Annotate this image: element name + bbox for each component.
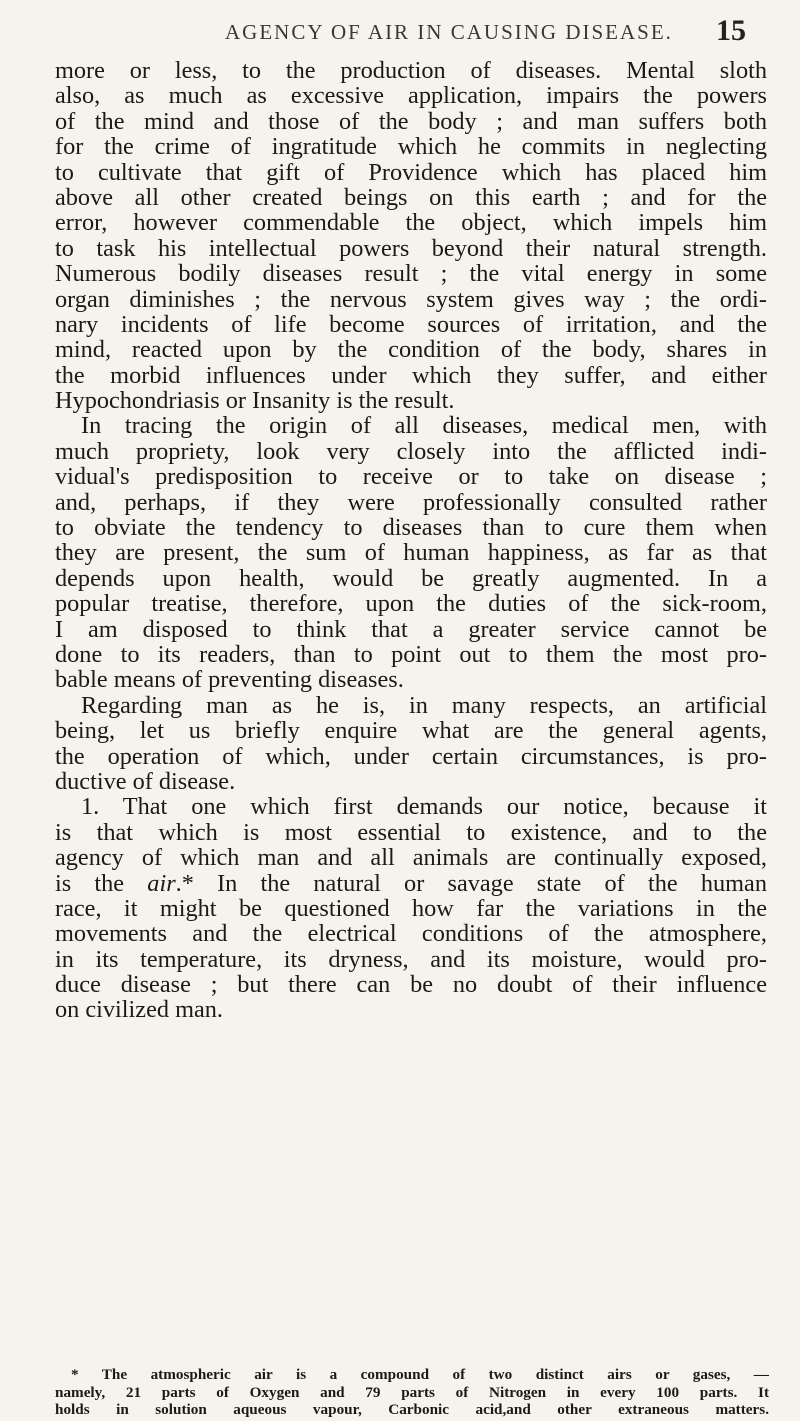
text-line: race, it might be questioned how far the variations in the xyxy=(55,895,767,922)
text-line: depends upon health, would be greatly augmented. In a xyxy=(55,565,767,592)
page-number: 15 xyxy=(716,14,746,47)
text-line: of the mind and those of the body ; and man suffers both xyxy=(55,108,767,135)
footnote-line: namely, 21 parts of Oxygen and 79 parts of Nitrogen in every 100 parts. It xyxy=(55,1383,769,1401)
text-line: the operation of which, under certain circumstances, is pro- xyxy=(55,743,767,769)
text-line: In tracing the origin of all diseases, medical men, with xyxy=(81,413,767,439)
footnote-line: holds in solution aqueous vapour, Carbonic acid,and other extraneous matters. xyxy=(55,1401,769,1418)
text-line: above all other created beings on this earth ; and for the xyxy=(55,184,767,211)
text-line: to cultivate that gift of Providence which has placed him xyxy=(55,159,767,185)
text-line: done to its readers, than to point out to them the most pro- xyxy=(55,641,767,668)
text-line: on civilized man. xyxy=(55,997,224,1023)
running-title: AGENCY OF AIR IN CAUSING DISEASE. xyxy=(225,20,673,44)
text-line: agency of which man and all animals are continually exposed, xyxy=(55,845,767,871)
text-line: to obviate the tendency to diseases than to cure them when xyxy=(55,515,767,541)
footnote xyxy=(55,1366,769,1419)
text-line: Hypochondriasis or Insanity is the result. xyxy=(55,388,455,414)
text-line: Numerous bodily diseases result ; the vital energy in some xyxy=(55,261,767,287)
text-line: ductive of disease. xyxy=(55,768,236,795)
text-line: bable means of preventing diseases. xyxy=(55,667,404,693)
text-line: mind, reacted upon by the condition of the body, shares in xyxy=(55,337,767,363)
footnote-line: * The atmospheric air is a compound of two distinct airs or gases, — xyxy=(71,1366,769,1383)
text-line: organ diminishes ; the nervous system gives way ; the ordi- xyxy=(55,286,767,312)
text-line: is the air.* In the natural or savage state of the human xyxy=(55,870,767,896)
text-line: nary incidents of life become sources of irritation, and the xyxy=(55,311,767,338)
text-line: movements and the electrical conditions of the atmosphere, xyxy=(55,921,767,947)
text-line: in its temperature, its dryness, and its moisture, would pro- xyxy=(55,946,767,973)
text-line: popular treatise, therefore, upon the duties of the sick-room, xyxy=(55,591,767,617)
text-line: 1. That one which first demands our notice, because it xyxy=(81,794,767,820)
text-line: the morbid influences under which they suffer, and either xyxy=(55,362,767,389)
text-line: vidual's predisposition to receive or to take on disease ; xyxy=(55,464,767,490)
text-line: also, as much as excessive application, impairs the powers xyxy=(55,83,767,109)
text-line: duce disease ; but there can be no doubt of their influence xyxy=(55,972,767,998)
text-line: and, perhaps, if they were professionally consulted rather xyxy=(55,489,767,516)
text-line: being, let us briefly enquire what are the general agents, xyxy=(55,718,767,744)
text-line: much propriety, look very closely into the afflicted indi- xyxy=(55,438,767,465)
running-head xyxy=(0,16,800,56)
text-line: I am disposed to think that a greater service cannot be xyxy=(55,616,767,642)
body-text xyxy=(55,58,767,1023)
text-line: more or less, to the production of diseases. Mental sloth xyxy=(55,58,767,84)
text-line: Regarding man as he is, in many respects, an artificial xyxy=(81,692,767,719)
text-line: error, however commendable the object, which impels him xyxy=(55,210,767,236)
text-line: they are present, the sum of human happiness, as far as that xyxy=(55,540,767,566)
text-line: is that which is most essential to existence, and to the xyxy=(55,819,767,846)
text-line: to task his intellectual powers beyond their natural strength. xyxy=(55,235,767,262)
text-line: for the crime of ingratitude which he commits in neglecting xyxy=(55,134,767,160)
